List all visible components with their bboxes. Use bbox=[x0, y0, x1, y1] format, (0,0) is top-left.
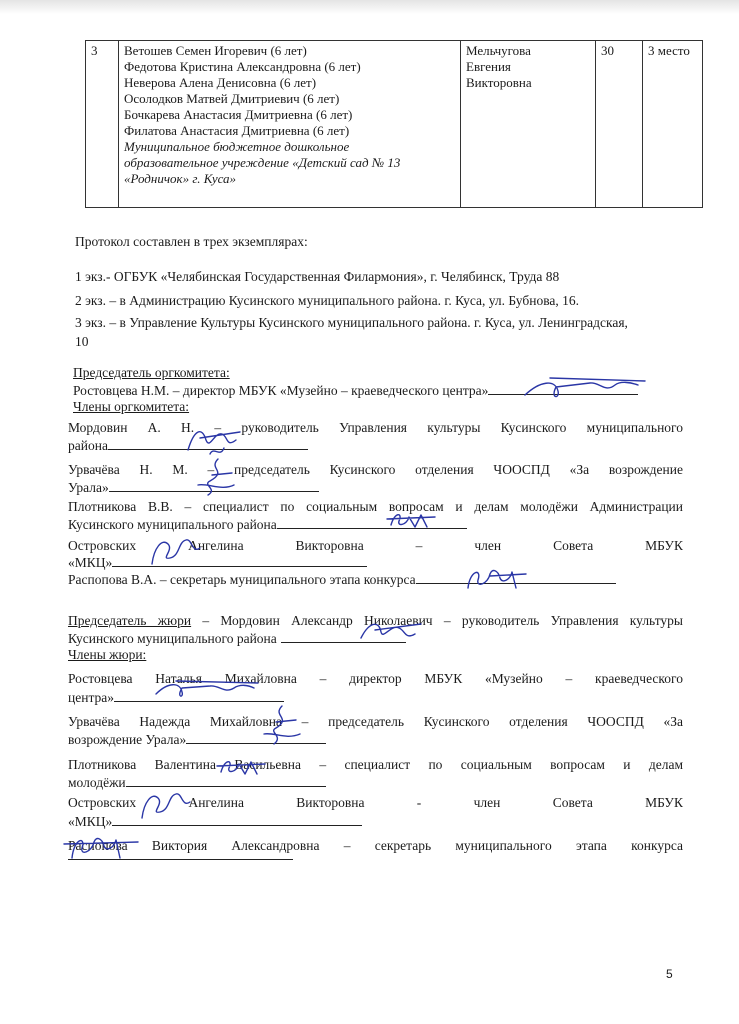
org-member-4-text: «МКЦ» bbox=[68, 555, 113, 570]
copy-2: 2 экз. – в Администрацию Кусинского муниципального района. г. Куса, ул. Бубнова, 16. bbox=[75, 293, 580, 308]
cell-score: 30 bbox=[596, 41, 643, 208]
cell-number: 3 bbox=[86, 41, 119, 208]
signature-line bbox=[281, 629, 406, 643]
jury-member-2: Урвачёва Надежда Михайловна – председатель Кусинского отделения ЧООСПД «За bbox=[68, 714, 683, 729]
participant-name: Ветошев Семен Игоревич (6 лет) bbox=[124, 43, 307, 58]
jury-member-3: Плотникова Валентина Васильевна – специалист по социальным вопросам и делам bbox=[68, 757, 683, 772]
jury-member-1: Ростовцева Наталья Михайловна – директор МБУК «Музейно – краеведческого bbox=[68, 671, 683, 686]
signature-line bbox=[488, 381, 638, 395]
jury-chair-text: – Мордовин Александр Николаевич – руководитель Управления культуры bbox=[191, 613, 683, 628]
signature-line bbox=[109, 478, 319, 492]
participant-name: Неверова Алена Денисовна (6 лет) bbox=[124, 75, 317, 90]
jury-member-5-cont bbox=[68, 846, 293, 864]
jury-member-3-text: молодёжи bbox=[68, 775, 126, 790]
participant-name: Бочкарева Анастасия Дмитриевна (6 лет) bbox=[124, 107, 353, 122]
org-member-5 bbox=[68, 570, 616, 588]
participant-name: Федотова Кристина Александровна (6 лет) bbox=[124, 59, 361, 74]
org-member-3: Плотникова В.В. – специалист по социальным вопросам и делам молодёжи Администрации bbox=[68, 499, 683, 514]
signature-line bbox=[112, 812, 362, 826]
cell-place: 3 место bbox=[643, 41, 703, 208]
teacher-line: Викторовна bbox=[466, 75, 532, 90]
jury-chair-cont bbox=[68, 629, 406, 647]
results-table bbox=[85, 40, 703, 208]
teacher-line: Евгения bbox=[466, 59, 511, 74]
cell-teacher bbox=[461, 41, 596, 208]
jury-member-1-text: центра» bbox=[68, 690, 114, 705]
jury-member-1-cont bbox=[68, 688, 284, 706]
copy-3-cont: 10 bbox=[75, 334, 89, 349]
org-chair-heading: Председатель оргкомитета: bbox=[73, 365, 230, 380]
institution-line: Муниципальное бюджетное дошкольное bbox=[124, 139, 350, 154]
jury-member-2-text: возрождение Урала» bbox=[68, 732, 187, 747]
org-member-1-cont bbox=[68, 436, 308, 454]
scan-edge bbox=[0, 0, 739, 14]
protocol-intro: Протокол составлен в трех экземплярах: bbox=[75, 234, 308, 249]
signature-line bbox=[126, 773, 326, 787]
cell-participants bbox=[119, 41, 461, 208]
jury-chair-label: Председатель жюри bbox=[68, 613, 192, 628]
table-row bbox=[86, 41, 703, 208]
signature-line bbox=[416, 570, 616, 584]
participant-name: Осолодков Матвей Дмитриевич (6 лет) bbox=[124, 91, 340, 106]
org-member-2-cont bbox=[68, 478, 319, 496]
org-chair bbox=[73, 381, 638, 399]
org-member-2-text: Урала» bbox=[68, 480, 109, 495]
institution-line: «Родничок» г. Куса» bbox=[124, 171, 237, 186]
jury-member-4: Островских Ангелина Викторовна - член Совета МБУК bbox=[68, 795, 683, 810]
org-member-2: Урвачёва Н. М. – председатель Кусинского отделения ЧООСПД «За возрождение bbox=[68, 462, 683, 477]
signature-line bbox=[112, 553, 367, 567]
participant-name: Филатова Анастасия Дмитриевна (6 лет) bbox=[124, 123, 350, 138]
org-chair-text: Ростовцева Н.М. – директор МБУК «Музейно – краеведческого центра» bbox=[73, 383, 489, 398]
org-member-3-cont bbox=[68, 515, 467, 533]
teacher-line: Мельчугова bbox=[466, 43, 531, 58]
jury-member-4-text: «МКЦ» bbox=[68, 814, 113, 829]
jury-chair-text-2: Кусинского муниципального района bbox=[68, 631, 277, 646]
jury-member-5: Распопова Виктория Александровна – секретарь муниципального этапа конкурса bbox=[68, 838, 683, 853]
jury-member-3-cont bbox=[68, 773, 326, 791]
copy-3: 3 экз. – в Управление Культуры Кусинского муниципального района. г. Куса, ул. Ленинградская, bbox=[75, 315, 628, 330]
org-member-4: Островских Ангелина Викторовна – член Совета МБУК bbox=[68, 538, 683, 553]
signature-line bbox=[108, 436, 308, 450]
signature-line bbox=[277, 515, 467, 529]
signature-line bbox=[68, 846, 293, 860]
org-member-4-cont bbox=[68, 553, 367, 571]
org-member-1: Мордовин А. Н. – руководитель Управления культуры Кусинского муниципального bbox=[68, 420, 683, 435]
signature-line bbox=[186, 730, 326, 744]
org-members-heading: Члены оргкомитета: bbox=[73, 399, 190, 414]
signature-line bbox=[114, 688, 284, 702]
org-member-1-text: района bbox=[68, 438, 108, 453]
jury-chair bbox=[68, 612, 683, 629]
jury-member-2-cont bbox=[68, 730, 326, 748]
org-member-3-text: Кусинского муниципального района bbox=[68, 517, 277, 532]
page-number: 5 bbox=[666, 967, 673, 981]
jury-members-heading: Члены жюри: bbox=[68, 647, 147, 662]
institution-line: образовательное учреждение «Детский сад № 13 bbox=[124, 155, 401, 170]
jury-member-4-cont bbox=[68, 812, 362, 830]
copy-1: 1 экз.- ОГБУК «Челябинская Государственная Филармония», г. Челябинск, Труда 88 bbox=[75, 269, 560, 284]
org-member-5-text: Распопова В.А. – секретарь муниципального этапа конкурса bbox=[68, 572, 416, 587]
